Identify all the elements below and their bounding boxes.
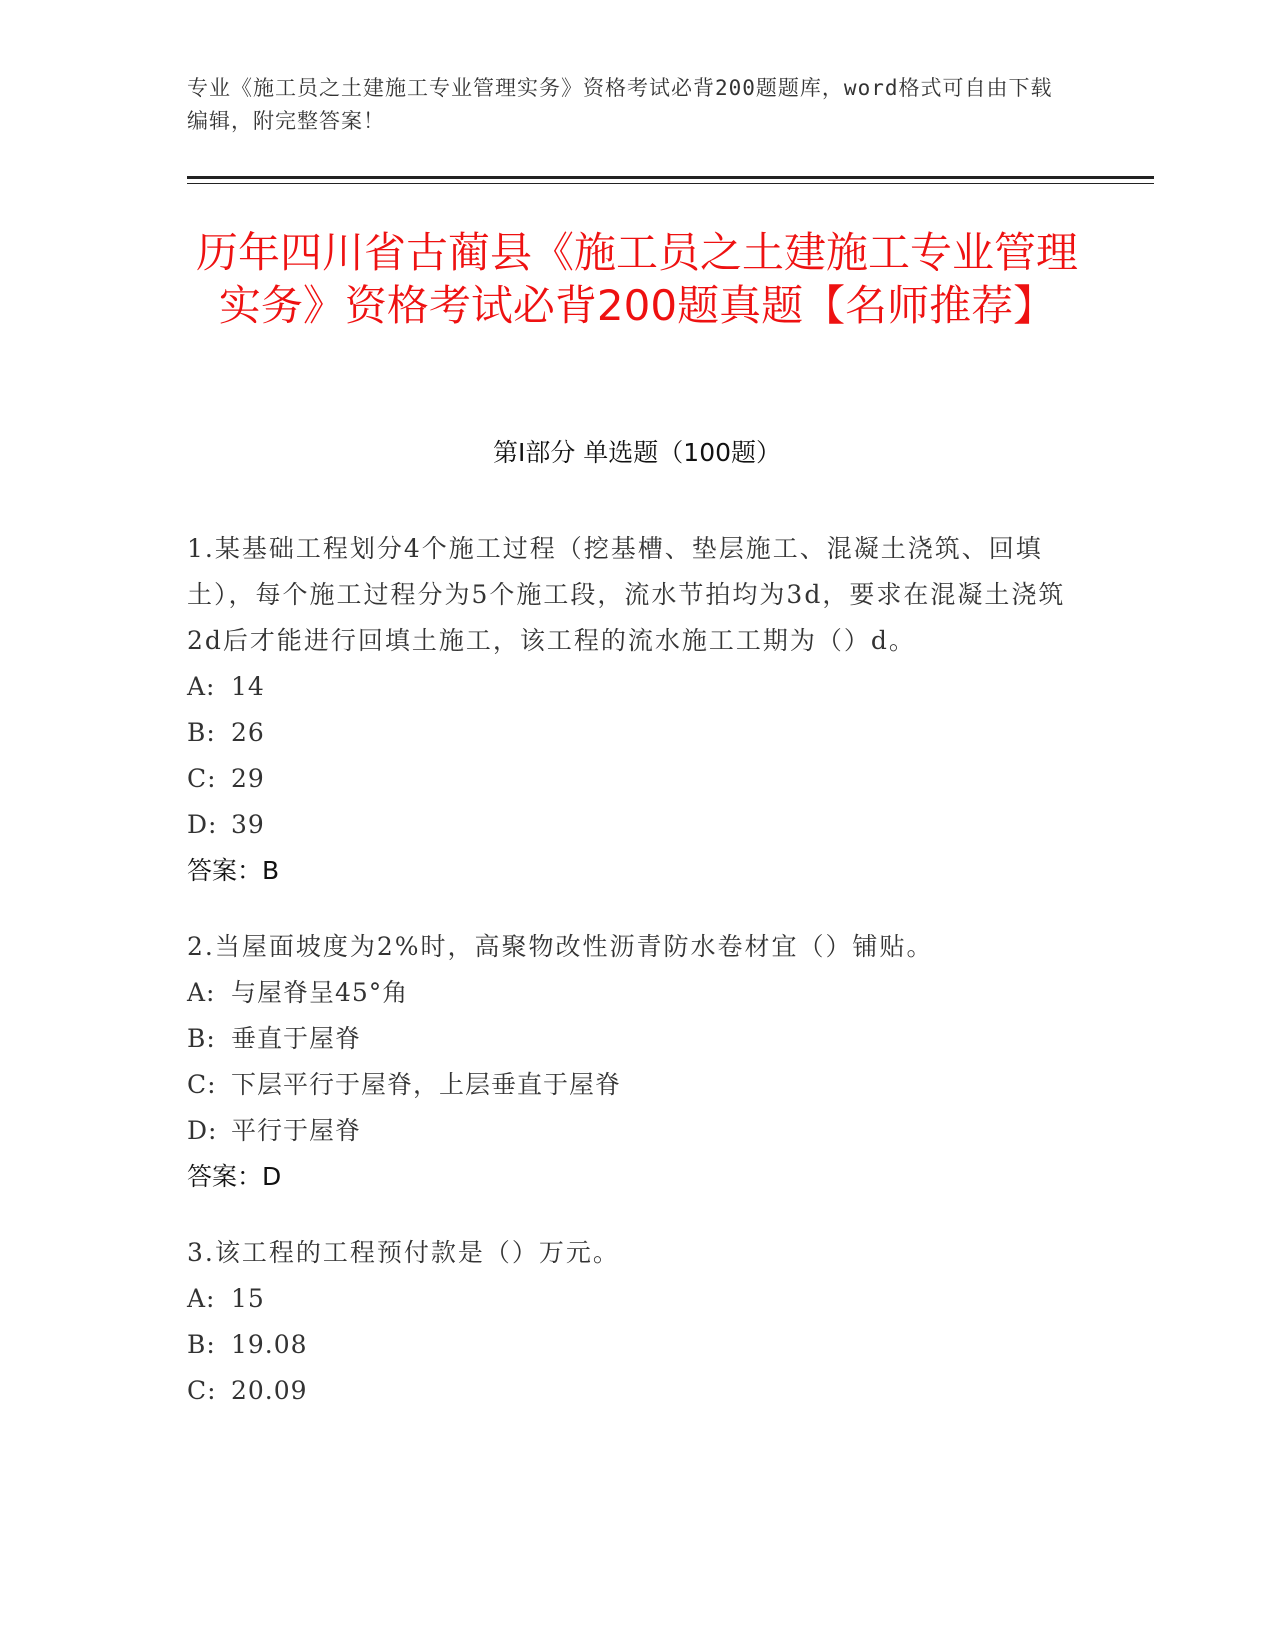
- option-text: 与屋脊呈45°角: [231, 978, 409, 1007]
- option-letter: D:: [187, 1116, 218, 1145]
- answer-line: [187, 1154, 1067, 1200]
- option-text: 垂直于屋脊: [231, 1024, 362, 1053]
- option-letter: C:: [187, 1070, 217, 1099]
- question-text: 2.当屋面坡度为2%时，高聚物改性沥青防水卷材宜（）铺贴。: [187, 932, 934, 961]
- question-list: [187, 526, 1067, 1444]
- option-text: 下层平行于屋脊，上层垂直于屋脊: [231, 1070, 622, 1099]
- question-2: [187, 924, 1067, 1200]
- section-heading: 第Ⅰ部分 单选题（100题）: [492, 438, 782, 467]
- option-b: [187, 1322, 1067, 1368]
- question-1: [187, 526, 1067, 894]
- question-3: [187, 1230, 1067, 1414]
- option-text: 39: [231, 810, 265, 839]
- option-d: [187, 1108, 1067, 1154]
- option-letter: C:: [187, 1376, 217, 1405]
- header-divider-thick: [187, 176, 1154, 179]
- option-letter: A:: [187, 672, 216, 701]
- header-divider-thin: [187, 183, 1154, 184]
- option-c: [187, 1368, 1067, 1414]
- option-letter: A:: [187, 1284, 216, 1313]
- question-text: 1.某基础工程划分4个施工过程（挖基槽、垫层施工、混凝土浇筑、回填土），每个施工过程分为5个施工段，流水节拍均为3d，要求在混凝土浇筑2d后才能进行回填土施工，该工程的流水施工工期为（）d。: [187, 534, 1066, 655]
- option-b: [187, 1016, 1067, 1062]
- answer-prefix: 答案：: [187, 856, 263, 885]
- option-text: 19.08: [231, 1330, 308, 1359]
- option-text: 15: [231, 1284, 265, 1313]
- document-title: 历年四川省古蔺县《施工员之土建施工专业管理实务》资格考试必背200题真题【名师推荐】: [195, 228, 1078, 330]
- answer-line: [187, 848, 1067, 894]
- option-text: 平行于屋脊: [231, 1116, 362, 1145]
- option-letter: B:: [187, 718, 216, 747]
- option-letter: C:: [187, 764, 217, 793]
- option-a: [187, 970, 1067, 1016]
- option-text: 26: [231, 718, 265, 747]
- answer-prefix: 答案：: [187, 1162, 263, 1191]
- option-b: [187, 710, 1067, 756]
- option-letter: B:: [187, 1330, 216, 1359]
- option-letter: A:: [187, 978, 216, 1007]
- option-d: [187, 802, 1067, 848]
- option-text: 14: [231, 672, 265, 701]
- option-letter: D:: [187, 810, 218, 839]
- question-text: 3.该工程的工程预付款是（）万元。: [187, 1238, 620, 1267]
- header-note: 专业《施工员之土建施工专业管理实务》资格考试必背200题题库，word格式可自由下载编辑，附完整答案！: [187, 76, 1053, 133]
- option-c: [187, 1062, 1067, 1108]
- option-c: [187, 756, 1067, 802]
- answer-value: D: [262, 1162, 282, 1191]
- option-a: [187, 664, 1067, 710]
- option-a: [187, 1276, 1067, 1322]
- option-letter: B:: [187, 1024, 216, 1053]
- option-text: 29: [231, 764, 265, 793]
- answer-value: B: [262, 856, 280, 885]
- option-text: 20.09: [231, 1376, 308, 1405]
